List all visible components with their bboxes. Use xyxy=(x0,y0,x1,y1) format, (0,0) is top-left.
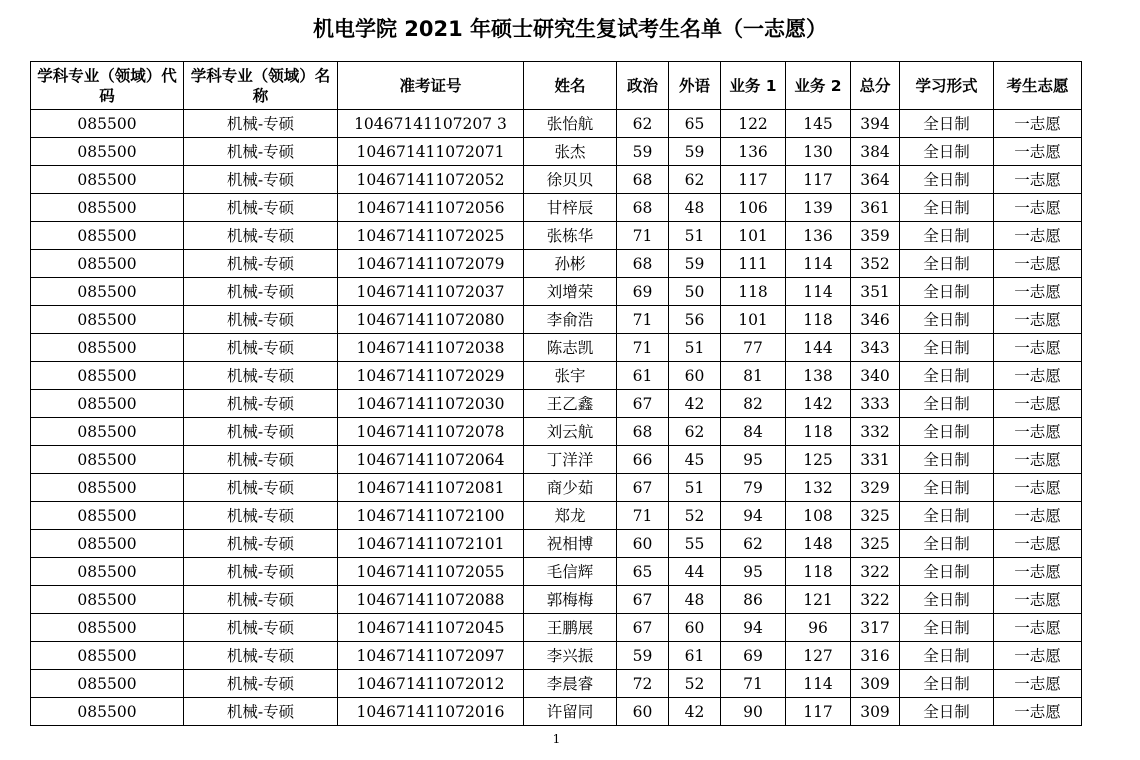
cell-preference: 一志愿 xyxy=(994,418,1082,446)
cell-foreign-language: 60 xyxy=(669,362,721,390)
cell-foreign-language: 45 xyxy=(669,446,721,474)
cell-study-mode: 全日制 xyxy=(900,390,994,418)
cell-code: 085500 xyxy=(31,194,184,222)
cell-name: 刘增荣 xyxy=(524,278,617,306)
table-row xyxy=(31,670,1082,698)
header-code: 学科专业（领域）代码 xyxy=(31,62,184,110)
cell-exam-id: 104671411072025 xyxy=(338,222,524,250)
cell-exam-id: 104671411072038 xyxy=(338,334,524,362)
cell-code: 085500 xyxy=(31,418,184,446)
cell-subject-2: 118 xyxy=(786,558,851,586)
cell-subject-2: 127 xyxy=(786,642,851,670)
cell-name: 李俞浩 xyxy=(524,306,617,334)
cell-study-mode: 全日制 xyxy=(900,614,994,642)
cell-total: 316 xyxy=(851,642,900,670)
cell-politics: 60 xyxy=(617,698,669,726)
cell-name: 郭梅梅 xyxy=(524,586,617,614)
cell-name: 孙彬 xyxy=(524,250,617,278)
cell-exam-id: 104671411072071 xyxy=(338,138,524,166)
cell-exam-id: 104671411072100 xyxy=(338,502,524,530)
cell-subject-2: 125 xyxy=(786,446,851,474)
cell-politics: 59 xyxy=(617,138,669,166)
cell-preference: 一志愿 xyxy=(994,138,1082,166)
header-preference: 考生志愿 xyxy=(994,62,1082,110)
cell-politics: 71 xyxy=(617,502,669,530)
cell-major: 机械-专硕 xyxy=(184,474,338,502)
table-row xyxy=(31,334,1082,362)
cell-name: 丁洋洋 xyxy=(524,446,617,474)
cell-politics: 71 xyxy=(617,306,669,334)
cell-subject-2: 117 xyxy=(786,166,851,194)
cell-total: 361 xyxy=(851,194,900,222)
cell-preference: 一志愿 xyxy=(994,166,1082,194)
cell-exam-id: 104671411072078 xyxy=(338,418,524,446)
cell-politics: 61 xyxy=(617,362,669,390)
cell-subject-2: 118 xyxy=(786,306,851,334)
cell-code: 085500 xyxy=(31,222,184,250)
cell-foreign-language: 52 xyxy=(669,502,721,530)
cell-preference: 一志愿 xyxy=(994,306,1082,334)
cell-name: 毛信辉 xyxy=(524,558,617,586)
cell-major: 机械-专硕 xyxy=(184,278,338,306)
cell-total: 332 xyxy=(851,418,900,446)
table-row xyxy=(31,110,1082,138)
cell-name: 王鹏展 xyxy=(524,614,617,642)
cell-subject-1: 86 xyxy=(721,586,786,614)
cell-politics: 62 xyxy=(617,110,669,138)
cell-subject-2: 108 xyxy=(786,502,851,530)
cell-preference: 一志愿 xyxy=(994,530,1082,558)
cell-politics: 59 xyxy=(617,642,669,670)
cell-code: 085500 xyxy=(31,166,184,194)
cell-major: 机械-专硕 xyxy=(184,334,338,362)
cell-politics: 68 xyxy=(617,166,669,194)
cell-preference: 一志愿 xyxy=(994,222,1082,250)
cell-major: 机械-专硕 xyxy=(184,306,338,334)
cell-code: 085500 xyxy=(31,558,184,586)
table-row xyxy=(31,390,1082,418)
cell-total: 394 xyxy=(851,110,900,138)
cell-foreign-language: 42 xyxy=(669,390,721,418)
cell-foreign-language: 44 xyxy=(669,558,721,586)
cell-name: 张怡航 xyxy=(524,110,617,138)
cell-major: 机械-专硕 xyxy=(184,194,338,222)
document-title: 机电学院 2021 年硕士研究生复试考生名单（一志愿） xyxy=(312,17,828,41)
table-header xyxy=(31,62,1082,110)
cell-name: 李晨睿 xyxy=(524,670,617,698)
cell-subject-2: 114 xyxy=(786,250,851,278)
cell-subject-1: 84 xyxy=(721,418,786,446)
cell-exam-id: 104671411072088 xyxy=(338,586,524,614)
cell-subject-1: 79 xyxy=(721,474,786,502)
cell-foreign-language: 48 xyxy=(669,194,721,222)
cell-exam-id: 104671411072037 xyxy=(338,278,524,306)
cell-major: 机械-专硕 xyxy=(184,222,338,250)
cell-name: 许留同 xyxy=(524,698,617,726)
cell-major: 机械-专硕 xyxy=(184,362,338,390)
cell-preference: 一志愿 xyxy=(994,614,1082,642)
cell-major: 机械-专硕 xyxy=(184,250,338,278)
cell-subject-1: 118 xyxy=(721,278,786,306)
cell-foreign-language: 51 xyxy=(669,222,721,250)
cell-subject-2: 130 xyxy=(786,138,851,166)
cell-politics: 67 xyxy=(617,586,669,614)
cell-politics: 71 xyxy=(617,222,669,250)
cell-code: 085500 xyxy=(31,138,184,166)
cell-foreign-language: 62 xyxy=(669,166,721,194)
cell-politics: 67 xyxy=(617,614,669,642)
cell-preference: 一志愿 xyxy=(994,670,1082,698)
cell-subject-1: 71 xyxy=(721,670,786,698)
header-study-mode: 学习形式 xyxy=(900,62,994,110)
table-row xyxy=(31,642,1082,670)
cell-total: 317 xyxy=(851,614,900,642)
cell-preference: 一志愿 xyxy=(994,698,1082,726)
cell-code: 085500 xyxy=(31,642,184,670)
cell-code: 085500 xyxy=(31,110,184,138)
cell-total: 333 xyxy=(851,390,900,418)
cell-subject-1: 62 xyxy=(721,530,786,558)
cell-study-mode: 全日制 xyxy=(900,194,994,222)
cell-study-mode: 全日制 xyxy=(900,474,994,502)
header-politics: 政治 xyxy=(617,62,669,110)
cell-preference: 一志愿 xyxy=(994,642,1082,670)
cell-exam-id: 104671411072080 xyxy=(338,306,524,334)
cell-preference: 一志愿 xyxy=(994,278,1082,306)
cell-subject-2: 132 xyxy=(786,474,851,502)
cell-study-mode: 全日制 xyxy=(900,670,994,698)
cell-study-mode: 全日制 xyxy=(900,222,994,250)
cell-foreign-language: 60 xyxy=(669,614,721,642)
cell-foreign-language: 59 xyxy=(669,250,721,278)
cell-preference: 一志愿 xyxy=(994,558,1082,586)
cell-politics: 71 xyxy=(617,334,669,362)
cell-major: 机械-专硕 xyxy=(184,698,338,726)
table-row xyxy=(31,586,1082,614)
cell-study-mode: 全日制 xyxy=(900,362,994,390)
cell-major: 机械-专硕 xyxy=(184,586,338,614)
cell-subject-1: 77 xyxy=(721,334,786,362)
cell-subject-1: 95 xyxy=(721,558,786,586)
cell-name: 陈志凯 xyxy=(524,334,617,362)
cell-subject-1: 122 xyxy=(721,110,786,138)
cell-subject-1: 69 xyxy=(721,642,786,670)
cell-preference: 一志愿 xyxy=(994,250,1082,278)
cell-subject-2: 121 xyxy=(786,586,851,614)
cell-politics: 69 xyxy=(617,278,669,306)
cell-major: 机械-专硕 xyxy=(184,418,338,446)
cell-total: 364 xyxy=(851,166,900,194)
cell-politics: 72 xyxy=(617,670,669,698)
cell-subject-1: 106 xyxy=(721,194,786,222)
cell-code: 085500 xyxy=(31,250,184,278)
cell-major: 机械-专硕 xyxy=(184,642,338,670)
cell-name: 张宇 xyxy=(524,362,617,390)
cell-subject-2: 96 xyxy=(786,614,851,642)
cell-foreign-language: 51 xyxy=(669,334,721,362)
header-major: 学科专业（领域）名称 xyxy=(184,62,338,110)
cell-subject-2: 139 xyxy=(786,194,851,222)
cell-exam-id: 104671411072045 xyxy=(338,614,524,642)
cell-subject-2: 144 xyxy=(786,334,851,362)
header-row xyxy=(31,62,1082,110)
cell-politics: 67 xyxy=(617,474,669,502)
cell-name: 刘云航 xyxy=(524,418,617,446)
cell-subject-2: 114 xyxy=(786,278,851,306)
cell-subject-2: 118 xyxy=(786,418,851,446)
cell-subject-1: 101 xyxy=(721,222,786,250)
cell-preference: 一志愿 xyxy=(994,194,1082,222)
cell-code: 085500 xyxy=(31,474,184,502)
cell-major: 机械-专硕 xyxy=(184,138,338,166)
cell-exam-id: 104671411072016 xyxy=(338,698,524,726)
cell-name: 甘梓辰 xyxy=(524,194,617,222)
cell-exam-id: 10467141107207 3 xyxy=(338,110,524,138)
cell-preference: 一志愿 xyxy=(994,334,1082,362)
cell-code: 085500 xyxy=(31,698,184,726)
cell-code: 085500 xyxy=(31,530,184,558)
cell-total: 346 xyxy=(851,306,900,334)
cell-study-mode: 全日制 xyxy=(900,530,994,558)
cell-subject-2: 145 xyxy=(786,110,851,138)
cell-preference: 一志愿 xyxy=(994,474,1082,502)
cell-name: 王乙鑫 xyxy=(524,390,617,418)
table-row xyxy=(31,558,1082,586)
cell-politics: 68 xyxy=(617,194,669,222)
cell-total: 322 xyxy=(851,558,900,586)
cell-foreign-language: 56 xyxy=(669,306,721,334)
cell-preference: 一志愿 xyxy=(994,390,1082,418)
cell-study-mode: 全日制 xyxy=(900,586,994,614)
cell-foreign-language: 51 xyxy=(669,474,721,502)
cell-politics: 66 xyxy=(617,446,669,474)
cell-study-mode: 全日制 xyxy=(900,278,994,306)
cell-foreign-language: 61 xyxy=(669,642,721,670)
cell-total: 325 xyxy=(851,530,900,558)
cell-study-mode: 全日制 xyxy=(900,110,994,138)
cell-total: 384 xyxy=(851,138,900,166)
cell-code: 085500 xyxy=(31,334,184,362)
header-total: 总分 xyxy=(851,62,900,110)
table-row xyxy=(31,222,1082,250)
cell-study-mode: 全日制 xyxy=(900,642,994,670)
cell-foreign-language: 50 xyxy=(669,278,721,306)
cell-study-mode: 全日制 xyxy=(900,446,994,474)
table-row xyxy=(31,138,1082,166)
cell-name: 张栋华 xyxy=(524,222,617,250)
cell-study-mode: 全日制 xyxy=(900,306,994,334)
cell-foreign-language: 55 xyxy=(669,530,721,558)
cell-exam-id: 104671411072064 xyxy=(338,446,524,474)
cell-subject-1: 94 xyxy=(721,614,786,642)
cell-subject-2: 138 xyxy=(786,362,851,390)
header-subject-1: 业务 1 xyxy=(721,62,786,110)
cell-politics: 68 xyxy=(617,418,669,446)
cell-major: 机械-专硕 xyxy=(184,502,338,530)
table-row xyxy=(31,278,1082,306)
cell-preference: 一志愿 xyxy=(994,362,1082,390)
cell-subject-1: 90 xyxy=(721,698,786,726)
cell-foreign-language: 48 xyxy=(669,586,721,614)
cell-exam-id: 104671411072079 xyxy=(338,250,524,278)
cell-foreign-language: 62 xyxy=(669,418,721,446)
cell-study-mode: 全日制 xyxy=(900,502,994,530)
cell-study-mode: 全日制 xyxy=(900,334,994,362)
cell-major: 机械-专硕 xyxy=(184,110,338,138)
cell-subject-2: 142 xyxy=(786,390,851,418)
cell-total: 309 xyxy=(851,670,900,698)
table-row xyxy=(31,418,1082,446)
cell-exam-id: 104671411072030 xyxy=(338,390,524,418)
cell-study-mode: 全日制 xyxy=(900,166,994,194)
header-foreign-language: 外语 xyxy=(669,62,721,110)
cell-name: 张杰 xyxy=(524,138,617,166)
header-subject-2: 业务 2 xyxy=(786,62,851,110)
cell-name: 商少茹 xyxy=(524,474,617,502)
cell-code: 085500 xyxy=(31,586,184,614)
table-row xyxy=(31,446,1082,474)
cell-name: 徐贝贝 xyxy=(524,166,617,194)
table-row xyxy=(31,306,1082,334)
cell-total: 351 xyxy=(851,278,900,306)
cell-total: 329 xyxy=(851,474,900,502)
cell-study-mode: 全日制 xyxy=(900,558,994,586)
cell-major: 机械-专硕 xyxy=(184,390,338,418)
cell-subject-1: 94 xyxy=(721,502,786,530)
cell-preference: 一志愿 xyxy=(994,586,1082,614)
cell-subject-1: 82 xyxy=(721,390,786,418)
cell-preference: 一志愿 xyxy=(994,110,1082,138)
cell-politics: 60 xyxy=(617,530,669,558)
cell-total: 352 xyxy=(851,250,900,278)
cell-code: 085500 xyxy=(31,390,184,418)
cell-subject-1: 111 xyxy=(721,250,786,278)
cell-preference: 一志愿 xyxy=(994,502,1082,530)
table-row xyxy=(31,502,1082,530)
candidate-table xyxy=(30,61,1082,726)
cell-preference: 一志愿 xyxy=(994,446,1082,474)
cell-subject-2: 148 xyxy=(786,530,851,558)
cell-total: 340 xyxy=(851,362,900,390)
cell-politics: 65 xyxy=(617,558,669,586)
table-row xyxy=(31,166,1082,194)
cell-subject-1: 117 xyxy=(721,166,786,194)
cell-exam-id: 104671411072081 xyxy=(338,474,524,502)
cell-name: 李兴振 xyxy=(524,642,617,670)
cell-total: 325 xyxy=(851,502,900,530)
cell-subject-1: 101 xyxy=(721,306,786,334)
cell-exam-id: 104671411072029 xyxy=(338,362,524,390)
table-row xyxy=(31,194,1082,222)
cell-foreign-language: 42 xyxy=(669,698,721,726)
cell-exam-id: 104671411072056 xyxy=(338,194,524,222)
table-row xyxy=(31,474,1082,502)
cell-subject-1: 136 xyxy=(721,138,786,166)
cell-major: 机械-专硕 xyxy=(184,166,338,194)
cell-total: 359 xyxy=(851,222,900,250)
cell-major: 机械-专硕 xyxy=(184,614,338,642)
cell-code: 085500 xyxy=(31,306,184,334)
header-name: 姓名 xyxy=(524,62,617,110)
cell-study-mode: 全日制 xyxy=(900,250,994,278)
cell-foreign-language: 52 xyxy=(669,670,721,698)
cell-politics: 67 xyxy=(617,390,669,418)
cell-major: 机械-专硕 xyxy=(184,670,338,698)
cell-study-mode: 全日制 xyxy=(900,698,994,726)
cell-foreign-language: 59 xyxy=(669,138,721,166)
cell-subject-2: 136 xyxy=(786,222,851,250)
cell-study-mode: 全日制 xyxy=(900,418,994,446)
cell-exam-id: 104671411072101 xyxy=(338,530,524,558)
cell-study-mode: 全日制 xyxy=(900,138,994,166)
cell-major: 机械-专硕 xyxy=(184,446,338,474)
cell-name: 郑龙 xyxy=(524,502,617,530)
cell-subject-2: 114 xyxy=(786,670,851,698)
cell-subject-1: 95 xyxy=(721,446,786,474)
cell-code: 085500 xyxy=(31,278,184,306)
table-row xyxy=(31,530,1082,558)
cell-total: 322 xyxy=(851,586,900,614)
table-body xyxy=(31,110,1082,726)
cell-code: 085500 xyxy=(31,670,184,698)
cell-politics: 68 xyxy=(617,250,669,278)
cell-total: 343 xyxy=(851,334,900,362)
cell-total: 331 xyxy=(851,446,900,474)
cell-foreign-language: 65 xyxy=(669,110,721,138)
cell-exam-id: 104671411072052 xyxy=(338,166,524,194)
table-row xyxy=(31,250,1082,278)
cell-name: 祝相博 xyxy=(524,530,617,558)
cell-code: 085500 xyxy=(31,502,184,530)
table-row xyxy=(31,362,1082,390)
cell-subject-1: 81 xyxy=(721,362,786,390)
cell-major: 机械-专硕 xyxy=(184,558,338,586)
table-row xyxy=(31,614,1082,642)
table-row xyxy=(31,698,1082,726)
cell-subject-2: 117 xyxy=(786,698,851,726)
page-number: 1 xyxy=(552,732,561,746)
cell-exam-id: 104671411072097 xyxy=(338,642,524,670)
cell-exam-id: 104671411072055 xyxy=(338,558,524,586)
cell-code: 085500 xyxy=(31,362,184,390)
header-exam-id: 准考证号 xyxy=(338,62,524,110)
cell-code: 085500 xyxy=(31,446,184,474)
cell-total: 309 xyxy=(851,698,900,726)
cell-major: 机械-专硕 xyxy=(184,530,338,558)
cell-code: 085500 xyxy=(31,614,184,642)
cell-exam-id: 104671411072012 xyxy=(338,670,524,698)
